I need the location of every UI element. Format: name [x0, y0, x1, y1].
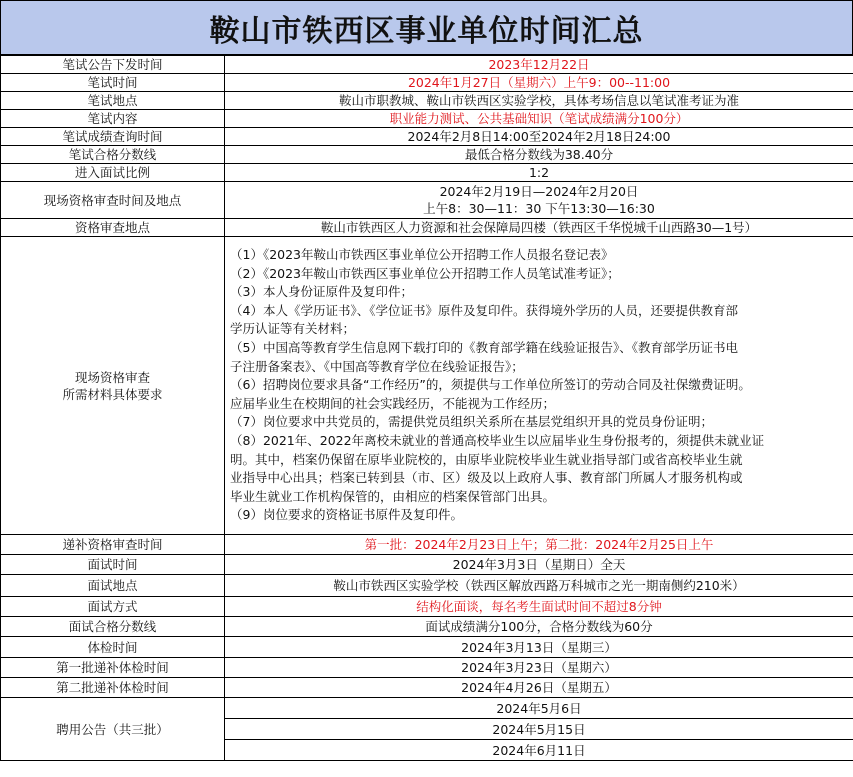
row-label: 面试方式	[1, 597, 225, 617]
row-label: 笔试地点	[1, 92, 225, 110]
list-item: 子注册备案表》、《中国高等教育学位在线验证报告》；	[230, 358, 524, 374]
list-item: （6）招聘岗位要求具备“工作经历”的，须提供与工作单位所签订的劳动合同及社保缴费证明。	[230, 377, 751, 393]
review-hours: 上午8：30—11：30 下午13:30—16:30	[423, 201, 655, 216]
hiring-label: 聘用公告（共三批）	[1, 698, 225, 761]
table-row	[1, 658, 853, 678]
row-value: 2024年3月13日（星期三）	[225, 637, 853, 658]
row-value: 2024年3月3日（星期日）全天	[225, 555, 853, 575]
table-row	[1, 128, 853, 146]
row-label: 现场资格审查时间及地点	[1, 182, 225, 219]
table-row	[1, 698, 853, 719]
row-value: 最低合格分数线为38.40分	[225, 146, 853, 164]
row-label: 第一批递补体检时间	[1, 658, 225, 678]
list-item: 毕业生就业工作机构保管的，由相应的档案保管部门出具。	[230, 488, 556, 504]
table-row	[1, 575, 853, 597]
row-value	[225, 182, 853, 219]
table-row	[1, 617, 853, 637]
list-item: 学历认证等有关材料；	[230, 321, 356, 337]
row-value: 鞍山市职教城、鞍山市铁西区实验学校，具体考场信息以笔试准考证为准	[225, 92, 853, 110]
row-label: 体检时间	[1, 637, 225, 658]
table-row	[1, 237, 853, 535]
row-label: 笔试内容	[1, 110, 225, 128]
table-row	[1, 637, 853, 658]
list-item: 业指导中心出具；档案已转到县（市、区）级及以上政府人事、教育部门所属人才服务机构或	[230, 470, 743, 486]
row-value: 2023年12月22日	[225, 56, 853, 74]
row-value: 2024年2月8日14:00至2024年2月18日24:00	[225, 128, 853, 146]
row-label: 笔试合格分数线	[1, 146, 225, 164]
table-row	[1, 74, 853, 92]
list-item: （8）2021年、2022年离校未就业的普通高校毕业生以应届毕业生身份报考的，须提供未就业证	[230, 432, 765, 448]
row-value: 2024年3月23日（星期六）	[225, 658, 853, 678]
hiring-date: 2024年5月6日	[225, 698, 853, 719]
sheet-title: 鞍山市铁西区事业单位时间汇总	[0, 0, 853, 55]
table-row	[1, 146, 853, 164]
row-label: 笔试公告下发时间	[1, 56, 225, 74]
row-value: 第一批：2024年2月23日上午；第二批：2024年2月25日上午	[225, 535, 853, 555]
list-item: （3）本人身份证原件及复印件；	[230, 284, 413, 300]
table-row	[1, 597, 853, 617]
table-row	[1, 56, 853, 74]
row-label: 面试时间	[1, 555, 225, 575]
row-label: 笔试时间	[1, 74, 225, 92]
list-item: （4）本人《学历证书》、《学位证书》原件及复印件。获得境外学历的人员，还要提供教育部	[230, 302, 738, 318]
row-label: 笔试成绩查询时间	[1, 128, 225, 146]
row-label: 递补资格审查时间	[1, 535, 225, 555]
row-value: 结构化面谈，每名考生面试时间不超过8分钟	[225, 597, 853, 617]
row-label: 面试合格分数线	[1, 617, 225, 637]
row-value: 2024年1月27日（星期六）上午9：00--11:00	[225, 74, 853, 92]
list-item: （9）岗位要求的资格证书原件及复印件。	[230, 507, 463, 523]
list-item: （7）岗位要求中共党员的，需提供党员组织关系所在基层党组织开具的党员身份证明；	[230, 414, 713, 430]
table-row	[1, 535, 853, 555]
row-value: 鞍山市铁西区人力资源和社会保障局四楼（铁西区千华悦城千山西路30—1号）	[225, 219, 853, 237]
hiring-date: 2024年5月15日	[225, 719, 853, 740]
list-item: 明。其中，档案仍保留在原毕业院校的，由原毕业院校毕业生就业指导部门或省高校毕业生就	[230, 451, 743, 467]
materials-label: 现场资格审查 所需材料具体要求	[1, 237, 225, 535]
table-row	[1, 92, 853, 110]
row-value: 面试成绩满分100分，合格分数线为60分	[225, 617, 853, 637]
list-item: （1）《2023年鞍山市铁西区事业单位公开招聘工作人员报名登记表》	[230, 247, 614, 263]
row-value: 职业能力测试、公共基础知识（笔试成绩满分100分）	[225, 110, 853, 128]
row-value: 1:2	[225, 164, 853, 182]
table-row	[1, 164, 853, 182]
list-item: （2）《2023年鞍山市铁西区事业单位公开招聘工作人员笔试准考证》；	[230, 265, 620, 281]
schedule-table	[0, 55, 853, 761]
review-date-range: 2024年2月19日—2024年2月20日	[439, 184, 639, 199]
materials-list	[225, 237, 853, 535]
list-item: 应届毕业生在校期间的社会实践经历，不能视为工作经历；	[230, 395, 556, 411]
row-value: 鞍山市铁西区实验学校（铁西区解放西路万科城市之光一期南侧约210米）	[225, 575, 853, 597]
row-value: 2024年4月26日（星期五）	[225, 678, 853, 698]
table-row	[1, 110, 853, 128]
table-row	[1, 678, 853, 698]
table-row	[1, 555, 853, 575]
table-row	[1, 182, 853, 219]
hiring-date: 2024年6月11日	[225, 740, 853, 761]
list-item: （5）中国高等教育学生信息网下载打印的《教育部学籍在线验证报告》、《教育部学历证书电	[230, 340, 738, 356]
row-label: 第二批递补体检时间	[1, 678, 225, 698]
table-row	[1, 219, 853, 237]
row-label: 面试地点	[1, 575, 225, 597]
row-label: 资格审查地点	[1, 219, 225, 237]
row-label: 进入面试比例	[1, 164, 225, 182]
